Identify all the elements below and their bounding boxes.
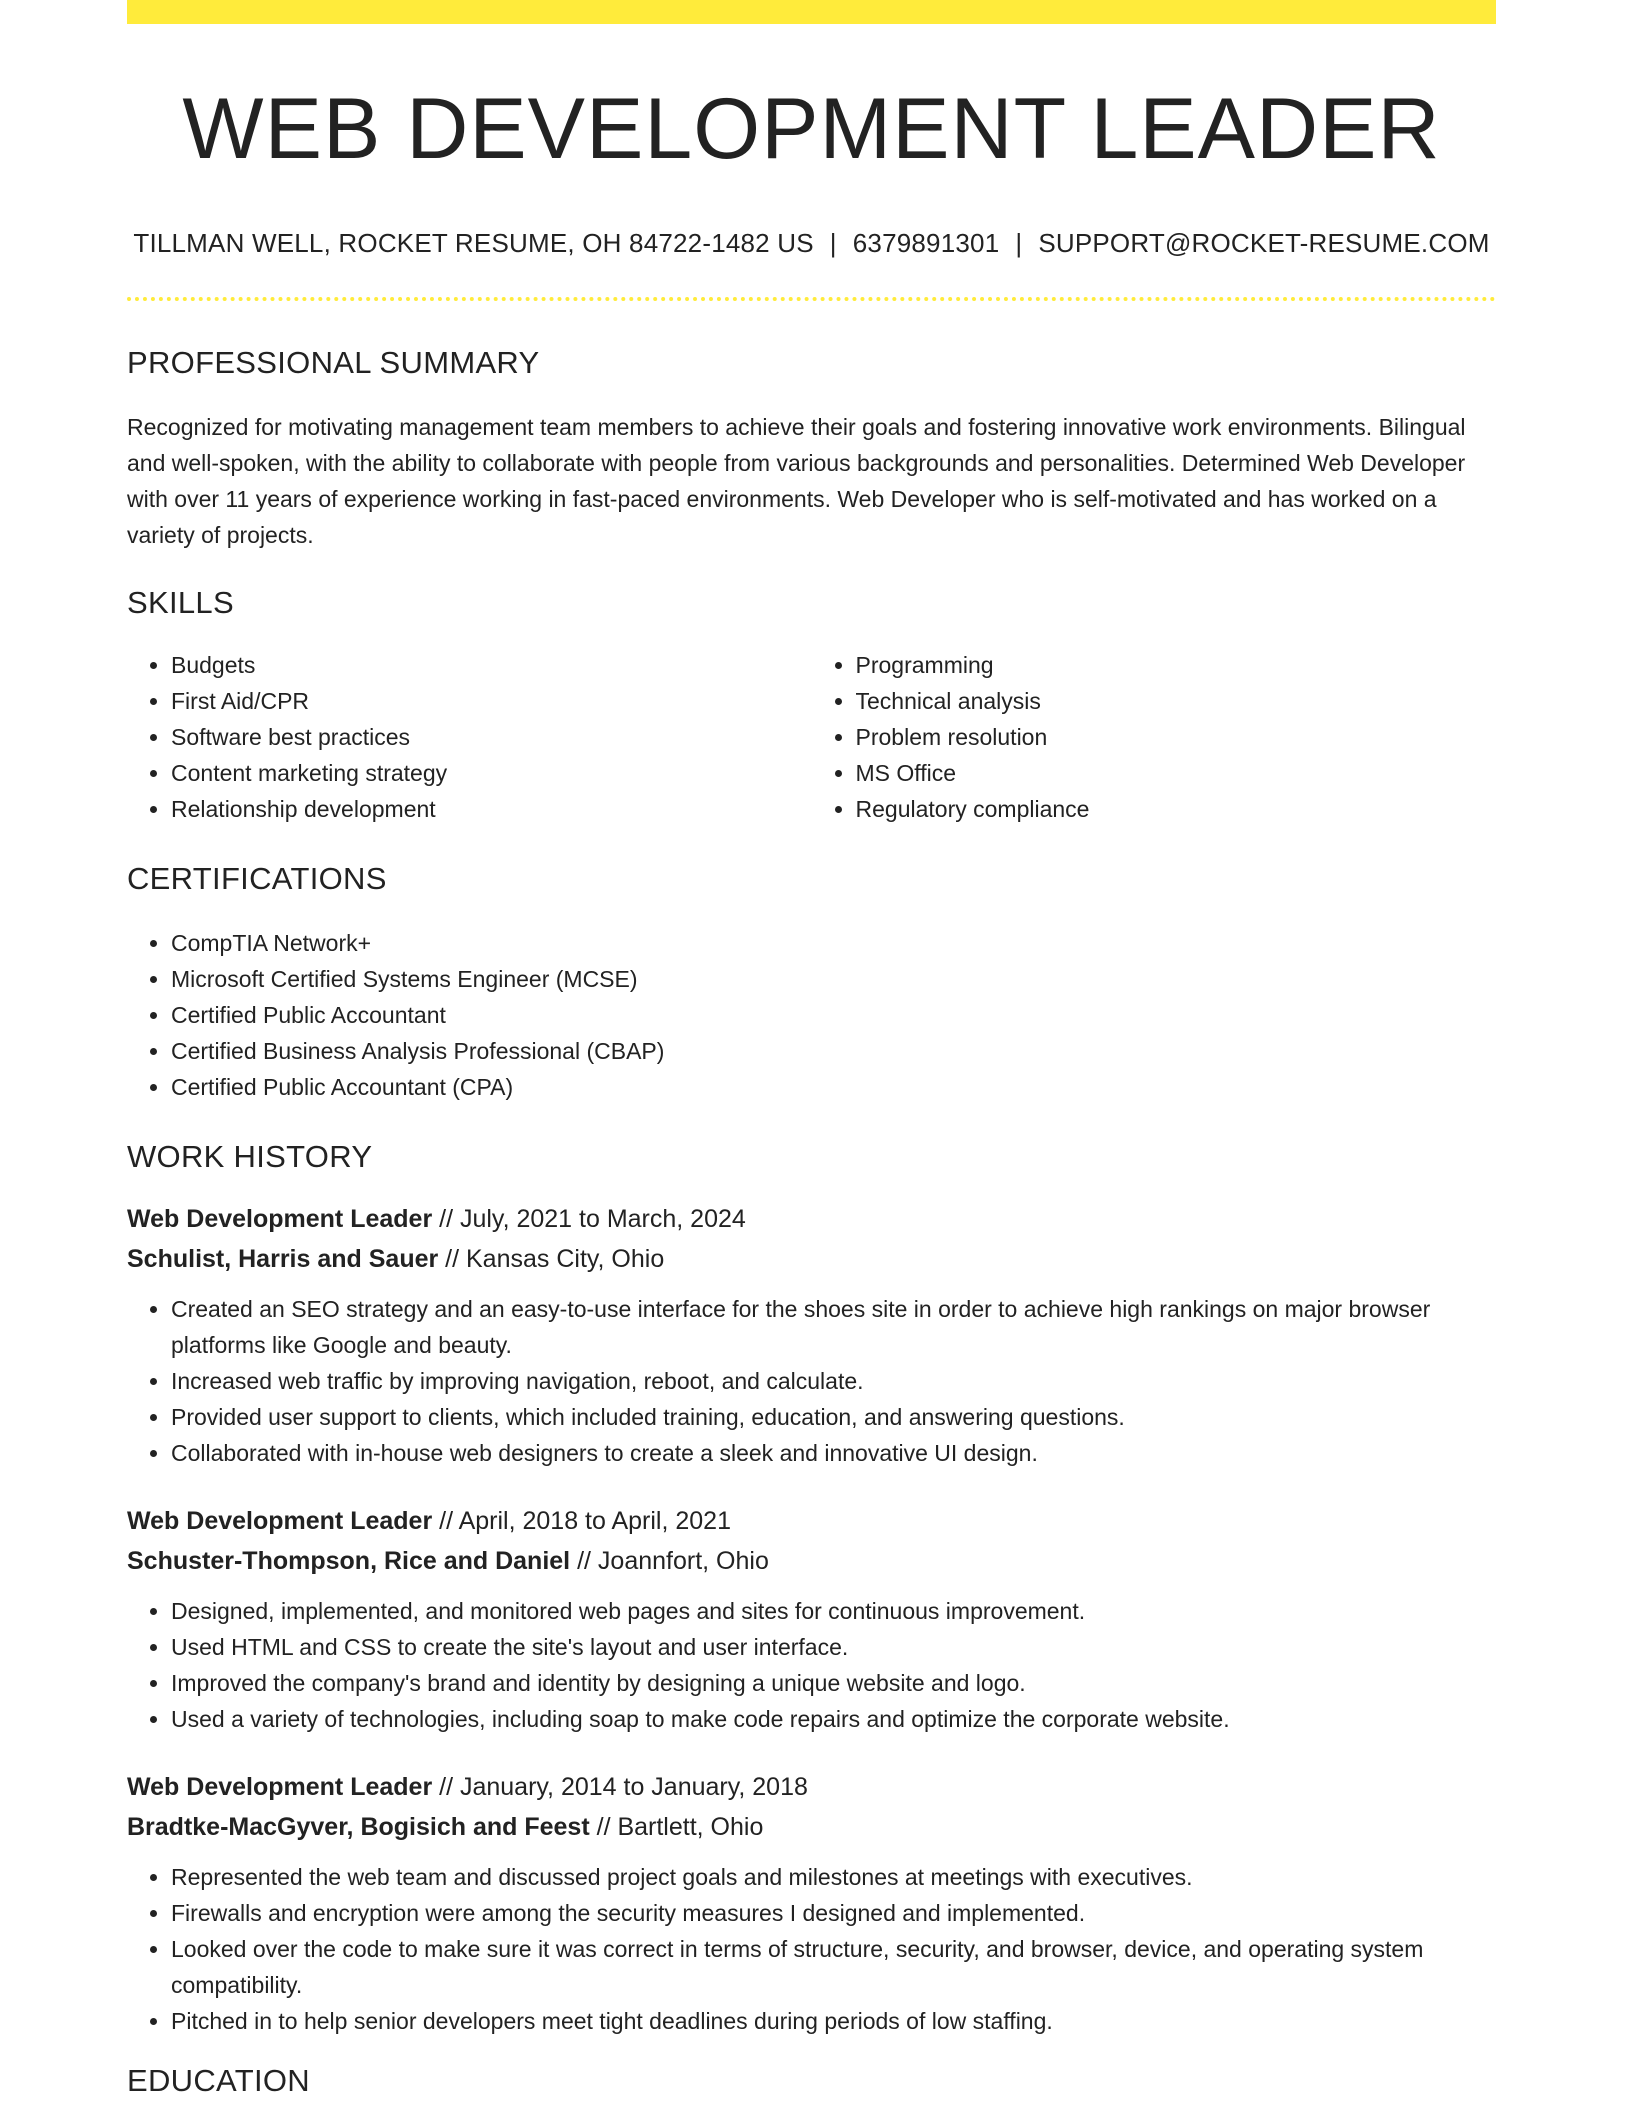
certifications-section [127, 861, 1496, 1105]
dotted-divider [127, 297, 1496, 301]
certifications-list [127, 925, 1496, 1105]
contact-address: TILLMAN WELL, ROCKET RESUME, OH 84722-1482 US [133, 228, 814, 259]
section-heading-certifications: CERTIFICATIONS [127, 861, 387, 897]
job-bullets [127, 1593, 1496, 1737]
summary-text: Recognized for motivating management team members to achieve their goals and fostering innovative work environments. Bilingual and well-spoken, with the ability to collaborate with people from various backgrounds and personalities. Determined Web Developer with over 11 years of experience working in fast-paced environments. Web Developer who is self-motivated and has worked on a variety of projects. [127, 414, 1466, 549]
job-bullets [127, 1291, 1496, 1471]
job-bullet: • Used HTML and CSS to create the site's layout and user interface. [171, 1629, 1496, 1665]
summary-section [127, 345, 1496, 553]
job-title-line [127, 1199, 1496, 1239]
job-dates: // January, 2014 to January, 2018 [432, 1773, 808, 1802]
certification-item: • Certified Public Accountant [171, 997, 1496, 1033]
certification-item: • CompTIA Network+ [171, 925, 1496, 961]
job-bullet: • Pitched in to help senior developers meet tight deadlines during periods of low staffing. [171, 2003, 1496, 2039]
work-history-section [127, 1139, 1496, 2039]
job-title: Web Development Leader [127, 1507, 433, 1536]
job-company: Bradtke-MacGyver, Bogisich and Feest [127, 1813, 590, 1842]
certification-item: • Certified Public Accountant (CPA) [171, 1069, 1496, 1105]
job-dates: // April, 2018 to April, 2021 [432, 1507, 731, 1536]
skill-item: • MS Office [856, 755, 1497, 791]
job-entry [127, 1199, 1496, 1471]
job-bullet: • Firewalls and encryption were among the security measures I designed and implemented. [171, 1895, 1496, 1931]
job-bullet: • Collaborated with in-house web designers to create a sleek and innovative UI design. [171, 1435, 1496, 1471]
job-location: // Bartlett, Ohio [589, 1813, 764, 1842]
job-title: Web Development Leader [127, 1205, 433, 1234]
skill-item: • Relationship development [171, 791, 812, 827]
certification-item: • Microsoft Certified Systems Engineer (MCSE) [171, 961, 1496, 997]
certification-item: • Certified Business Analysis Professional (CBAP) [171, 1033, 1496, 1069]
page-title: WEB DEVELOPMENT LEADER [182, 81, 1441, 177]
job-company-line [127, 1239, 1496, 1279]
accent-top-bar [127, 0, 1496, 24]
job-entry [127, 1501, 1496, 1737]
job-bullet: • Improved the company's brand and identity by designing a unique website and logo. [171, 1665, 1496, 1701]
skills-list-left [127, 647, 812, 827]
job-bullet: • Represented the web team and discussed project goals and milestones at meetings with executives. [171, 1859, 1496, 1895]
job-company-line [127, 1807, 1496, 1847]
job-bullet: • Designed, implemented, and monitored web pages and sites for continuous improvement. [171, 1593, 1496, 1629]
job-company-line [127, 1541, 1496, 1581]
skills-section [127, 585, 1496, 827]
section-heading-skills: SKILLS [127, 585, 234, 621]
job-title-line [127, 1767, 1496, 1807]
contact-separator: | [1015, 228, 1023, 259]
job-title-line [127, 1501, 1496, 1541]
section-heading-work-history: WORK HISTORY [127, 1139, 373, 1175]
job-bullet: • Created an SEO strategy and an easy-to-use interface for the shoes site in order to achieve high rankings on major browser platforms like Google and beauty. [171, 1291, 1496, 1363]
skill-item: • Problem resolution [856, 719, 1497, 755]
job-bullet: • Used a variety of technologies, including soap to make code repairs and optimize the corporate website. [171, 1701, 1496, 1737]
job-dates: // July, 2021 to March, 2024 [432, 1205, 746, 1234]
section-heading-education: EDUCATION [127, 2063, 310, 2099]
job-company: Schulist, Harris and Sauer [127, 1245, 439, 1274]
contact-separator: | [829, 228, 837, 259]
job-bullet: • Provided user support to clients, which included training, education, and answering questions. [171, 1399, 1496, 1435]
skills-list-right [812, 647, 1497, 827]
skill-item: • Budgets [171, 647, 812, 683]
skills-columns [127, 647, 1496, 827]
contact-line [127, 228, 1496, 259]
contact-email: SUPPORT@ROCKET-RESUME.COM [1038, 228, 1490, 259]
skill-item: • Programming [856, 647, 1497, 683]
job-location: // Kansas City, Ohio [438, 1245, 665, 1274]
skill-item: • Technical analysis [856, 683, 1497, 719]
resume-page [127, 0, 1496, 2099]
job-entry [127, 1767, 1496, 2039]
contact-phone: 6379891301 [852, 228, 1000, 259]
job-location: // Joannfort, Ohio [570, 1547, 769, 1576]
skill-item: • Content marketing strategy [171, 755, 812, 791]
job-bullet: • Increased web traffic by improving navigation, reboot, and calculate. [171, 1363, 1496, 1399]
job-bullet: • Looked over the code to make sure it was correct in terms of structure, security, and browser, device, and operating system compatibility. [171, 1931, 1496, 2003]
job-title: Web Development Leader [127, 1773, 433, 1802]
skill-item: • Software best practices [171, 719, 812, 755]
education-section [127, 2063, 1496, 2099]
skill-item: • First Aid/CPR [171, 683, 812, 719]
job-bullets [127, 1859, 1496, 2039]
job-company: Schuster-Thompson, Rice and Daniel [127, 1547, 571, 1576]
section-heading-summary: PROFESSIONAL SUMMARY [127, 345, 540, 381]
skill-item: • Regulatory compliance [856, 791, 1497, 827]
